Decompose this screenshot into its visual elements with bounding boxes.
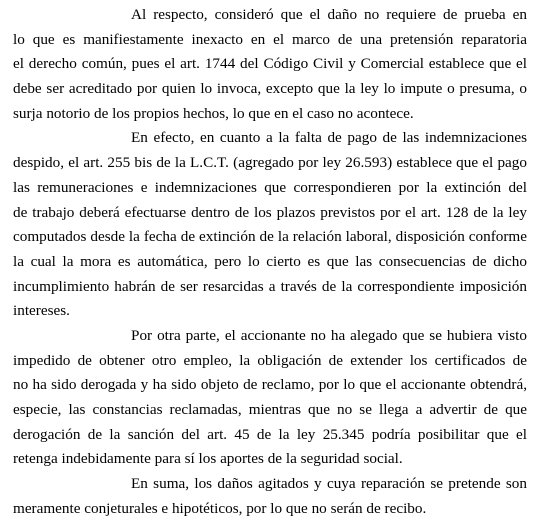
paragraph-line: la cual la mora es automática, pero lo cierto es que las consecuencias de dicho xyxy=(13,252,527,270)
paragraph-line: el derecho común, pues el art. 1744 del Código Civil y Comercial establece que el xyxy=(13,55,527,73)
paragraph-line: Al respecto, consideró que el daño no requiere de prueba en xyxy=(131,6,527,23)
paragraph-line: En efecto, en cuanto a la falta de pago de las indemnizaciones xyxy=(131,129,527,147)
paragraph-2 xyxy=(13,126,527,324)
paragraph-line: no ha sido derogada y ha sido objeto de reclamo, por lo que el accionante obtendrá, xyxy=(13,376,527,394)
paragraph-line: retenga indebidamente para sí los aportes de la seguridad social. xyxy=(13,450,403,468)
paragraph-line: debe ser acreditado por quien lo invoca, excepto que la ley lo impute o presuma, o xyxy=(13,80,527,98)
paragraph-line: de trabajo deberá efectuarse dentro de los plazos previstos por el art. 128 de la ley xyxy=(13,203,527,221)
paragraph-4 xyxy=(13,472,527,521)
paragraph-line: especie, las constancias reclamadas, mientras que no se llega a advertir de que xyxy=(13,401,527,418)
paragraph-line: computados desde la fecha de extinción de la relación laboral, disposición conforme xyxy=(13,228,527,246)
paragraph-line: derogación de la sanción del art. 45 de la ley 25.345 podría posibilitar que el xyxy=(13,425,527,443)
paragraph-line: lo que es manifiestamente inexacto en el marco de una pretensión reparatoria xyxy=(13,30,527,48)
paragraph-line: surja notorio de los propios hechos, lo que en el caso no acontece. xyxy=(13,104,414,122)
paragraph-line: despido, el art. 255 bis de la L.C.T. (agregado por ley 26.593) establece que el pago xyxy=(13,154,527,172)
paragraph-line: las remuneraciones e indemnizaciones que correspondieren por la extinción del xyxy=(13,178,527,196)
paragraph-line: En suma, los daños agitados y cuya reparación se pretende son xyxy=(131,475,527,493)
paragraph-line: meramente conjeturales e hipotéticos, por lo que no serán de recibo. xyxy=(13,499,427,517)
paragraph-line: impedido de obtener otro empleo, la obligación de extender los certificados de xyxy=(13,351,527,369)
paragraph-line: intereses. xyxy=(13,302,70,320)
paragraph-line: incumplimiento habrán de ser resarcidas a través de la correspondiente imposición xyxy=(13,277,527,295)
paragraph-line: Por otra parte, el accionante no ha alegado que se hubiera visto xyxy=(131,326,527,344)
paragraph-3 xyxy=(13,324,527,472)
paragraph-1 xyxy=(13,3,527,126)
